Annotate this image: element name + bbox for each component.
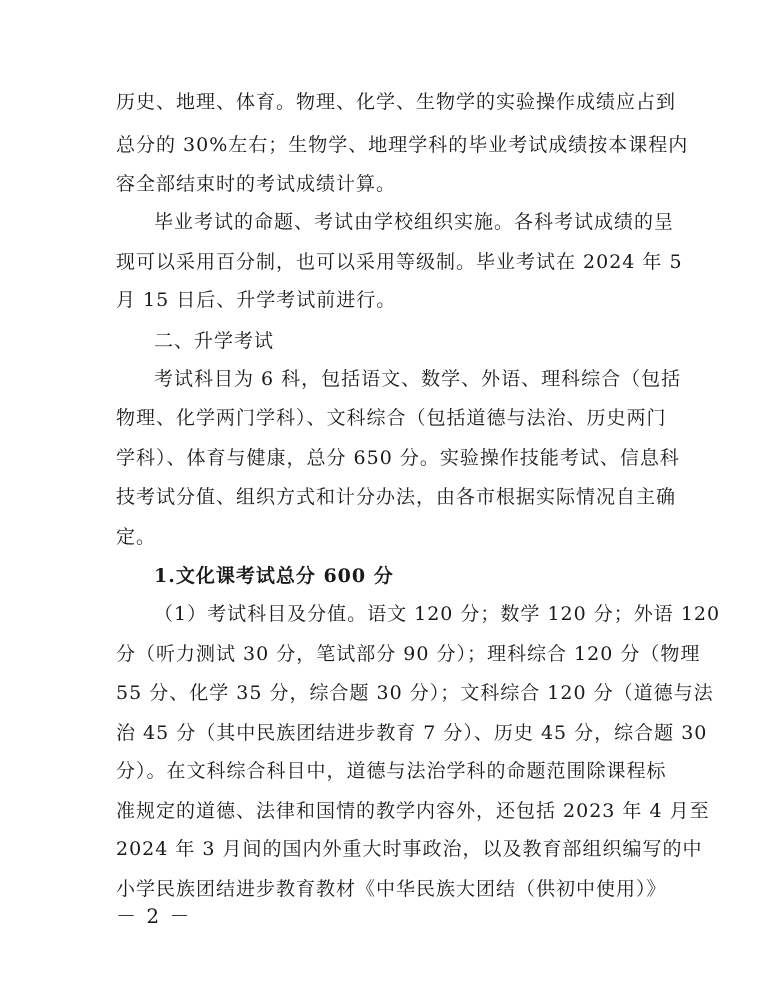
paragraph-line: 小学民族团结进步教育教材《中华民族大团结（供初中使用）》 [116, 878, 667, 900]
paragraph-line: 学科）、体育与健康，总分 650 分。实验操作技能考试、信息科 [116, 447, 680, 469]
paragraph-line: （1）考试科目及分值。语文 120 分；数学 120 分；外语 120 [154, 603, 721, 625]
paragraph-line: 总分的 30%左右；生物学、地理学科的毕业考试成绩按本课程内 [116, 134, 689, 156]
page-number: － 2 － [116, 904, 192, 928]
paragraph-line: 月 15 日后、升学考试前进行。 [116, 289, 397, 311]
paragraph-line: 考试科目为 6 科，包括语文、数学、外语、理科综合（包括 [154, 368, 682, 390]
paragraph-line: 治 45 分（其中民族团结进步教育 7 分）、历史 45 分，综合题 30 [116, 722, 708, 744]
paragraph-line: 现可以采用百分制，也可以采用等级制。毕业考试在 2024 年 5 [116, 251, 683, 273]
paragraph-line: 历史、地理、体育。物理、化学、生物学的实验操作成绩应占到 [116, 91, 677, 113]
paragraph-line: 定。 [116, 526, 157, 548]
paragraph-line: 容全部结束时的考试成绩计算。 [116, 173, 397, 195]
section-heading: 二、升学考试 [154, 330, 275, 352]
paragraph-line: 物理、化学两门学科）、文科综合（包括道德与法治、历史两门 [116, 407, 667, 429]
paragraph-line: 分）。在文科综合科目中，道德与法治学科的命题范围除课程标 [116, 760, 667, 782]
paragraph-line: 分（听力测试 30 分，笔试部分 90 分）；理科综合 120 分（物理 [116, 643, 701, 665]
paragraph-line: 准规定的道德、法律和国情的教学内容外，还包括 2023 年 4 月至 [116, 800, 710, 822]
paragraph-line: 毕业考试的命题、考试由学校组织实施。各科考试成绩的呈 [154, 211, 675, 233]
paragraph-line: 技考试分值、组织方式和计分办法，由各市根据实际情况自主确 [116, 486, 677, 508]
subsection-heading: 1.文化课考试总分 600 分 [154, 565, 394, 587]
paragraph-line: 55 分、化学 35 分，综合题 30 分）；文科综合 120 分（道德与法 [116, 682, 714, 704]
paragraph-line: 2024 年 3 月间的国内外重大时事政治，以及教育部组织编写的中 [116, 838, 703, 860]
